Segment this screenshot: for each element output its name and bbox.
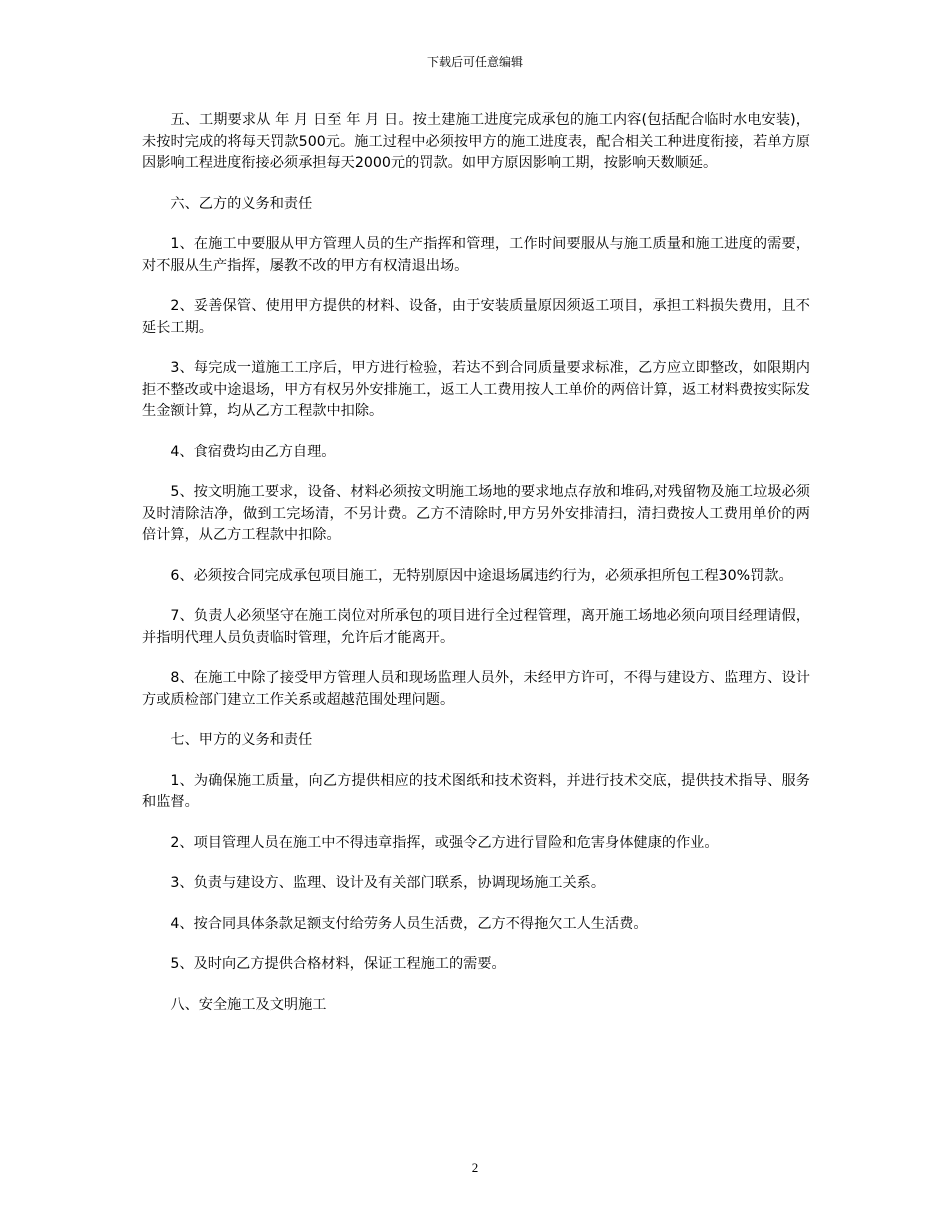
- paragraph-a-item-5: 5、及时向乙方提供合格材料，保证工程施工的需要。: [170, 956, 506, 972]
- paragraph-b-item-1: 1、在施工中要服从甲方管理人员的生产指挥和管理，工作时间要服从与施工质量和施工进度的需要，对不服从生产指挥，屡教不改的甲方有权清退出场。: [142, 236, 810, 274]
- document-body: [142, 110, 810, 1035]
- page-header: 下载后可任意编辑: [426, 55, 523, 69]
- paragraph-construction-period: 五、工期要求从 年 月 日至 年 月 日。按土建施工进度完成承包的施工内容(包括配合临时水电安装)，未按时完成的将每天罚款500元。施工过程中必须按甲方的施工进度表，配合相关工种进度衔接，若单方原因影响工程进度衔接必须承担每天2000元的罚款。如甲方原因影响工期，按影响天数顺延。: [142, 112, 810, 171]
- paragraph-b-item-4: 4、食宿费均由乙方自理。: [170, 443, 336, 460]
- section-heading-party-a-obligations: 七、甲方的义务和责任: [170, 732, 313, 748]
- paragraph-b-item-8: 8、在施工中除了接受甲方管理人员和现场监理人员外，未经甲方许可，不得与建设方、监理方、设计方或质检部门建立工作关系或超越范围处理问题。: [142, 670, 810, 708]
- section-heading-safety: 八、安全施工及文明施工: [170, 996, 327, 1013]
- paragraph-b-item-5: 5、按文明施工要求，设备、材料必须按文明施工场地的要求地点存放和堆码,对残留物及施工垃圾必须及时清除洁净，做到工完场清，不另计费。乙方不清除时,甲方另外安排清扫，清扫费按人工费用单价的两倍计算，从乙方工程款中扣除。: [142, 484, 810, 543]
- paragraph-a-item-4: 4、按合同具体条款足额支付给劳务人员生活费，乙方不得拖欠工人生活费。: [170, 915, 648, 932]
- page-number: 2: [471, 1160, 479, 1175]
- paragraph-b-item-6: 6、必须按合同完成承包项目施工，无特别原因中途退场属违约行为，必须承担所包工程30%罚款。: [170, 567, 793, 584]
- paragraph-a-item-2: 2、项目管理人员在施工中不得违章指挥，或强令乙方进行冒险和危害身体健康的作业。: [170, 834, 719, 851]
- paragraph-a-item-3: 3、负责与建设方、监理、设计及有关部门联系，协调现场施工关系。: [170, 875, 606, 891]
- paragraph-b-item-7: 7、负责人必须坚守在施工岗位对所承包的项目进行全过程管理，离开施工场地必须向项目经理请假，并指明代理人员负责临时管理，允许后才能离开。: [142, 608, 810, 646]
- section-heading-party-b-obligations: 六、乙方的义务和责任: [170, 195, 313, 212]
- paragraph-b-item-3: 3、每完成一道施工工序后，甲方进行检验，若达不到合同质量要求标准，乙方应立即整改，如限期内拒不整改或中途退场，甲方有权另外安排施工，返工人工费用按人工单价的两倍计算，返工材料费按实际发生金额计算，均从乙方工程款中扣除。: [142, 360, 810, 419]
- paragraph-a-item-1: 1、为确保施工质量，向乙方提供相应的技术图纸和技术资料，并进行技术交底，提供技术指导、服务和监督。: [142, 772, 810, 810]
- paragraph-b-item-2: 2、妥善保管、使用甲方提供的材料、设备，由于安装质量原因须返工项目，承担工料损失费用，且不延长工期。: [142, 298, 810, 336]
